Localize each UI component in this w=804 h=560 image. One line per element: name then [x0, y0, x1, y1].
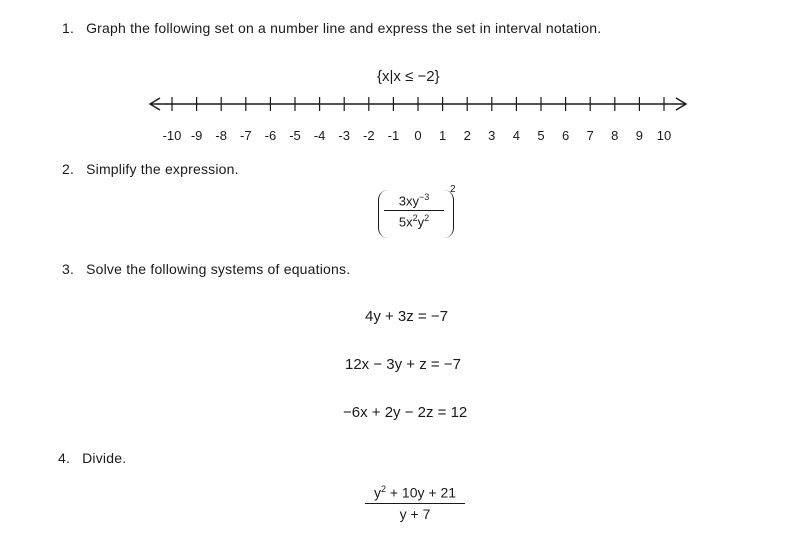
- outer-exponent: 2: [450, 184, 456, 195]
- tick-label: 0: [414, 128, 422, 143]
- question-2: [62, 161, 239, 177]
- division-denominator: y + 7: [399, 505, 431, 522]
- question-text: Graph the following set on a number line and express the set in interval notation.: [86, 20, 602, 36]
- tick-label: 10: [656, 128, 672, 143]
- tick-label: -2: [363, 128, 375, 143]
- simplify-expression: [384, 192, 444, 232]
- question-number: 3.: [62, 261, 75, 277]
- tick-label: -3: [338, 128, 350, 143]
- fraction-bar: [384, 210, 444, 211]
- tick-label: -6: [264, 128, 277, 143]
- question-1: [62, 20, 601, 36]
- division-expression: [365, 484, 465, 524]
- tick-label: 8: [611, 128, 619, 143]
- tick-label: -1: [387, 128, 400, 143]
- question-number: 4.: [58, 450, 71, 466]
- tick-label: 6: [561, 128, 570, 143]
- equation-2: 12x − 3y + z = −7: [345, 356, 461, 373]
- number-line-ticks: [150, 97, 686, 111]
- tick-label: 4: [512, 128, 521, 143]
- number-line: [140, 90, 700, 148]
- question-3: [62, 261, 350, 277]
- tick-label: 9: [635, 128, 644, 143]
- expression-numerator: $3xy^{-3}$: [398, 192, 430, 209]
- number-line-labels: [163, 128, 672, 143]
- set-notation: {x|x ≤ −2}: [377, 68, 440, 85]
- question-text: Divide.: [82, 450, 127, 466]
- tick-label: -10: [162, 128, 182, 143]
- question-4: [58, 450, 126, 466]
- equation-3: −6x + 2y − 2z = 12: [343, 404, 468, 421]
- question-text: Simplify the expression.: [86, 161, 239, 177]
- tick-label: 2: [463, 128, 471, 143]
- expression-denominator: $5x^2y^2$: [398, 213, 430, 230]
- question-number: 2.: [62, 161, 75, 177]
- tick-label: -4: [313, 128, 326, 143]
- tick-label: 3: [488, 128, 496, 143]
- tick-label: 1: [438, 128, 447, 143]
- question-text: Solve the following systems of equations.: [86, 261, 351, 277]
- tick-label: -5: [289, 128, 301, 143]
- tick-label: -8: [215, 128, 227, 143]
- equation-1: 4y + 3z = −7: [365, 308, 448, 325]
- tick-label: -7: [240, 128, 252, 143]
- question-number: 1.: [62, 20, 75, 36]
- fraction-bar: [365, 503, 465, 504]
- division-numerator: $y^2 + 10y + 21$: [373, 484, 457, 501]
- tick-label: -9: [190, 128, 203, 143]
- tick-label: 7: [586, 128, 594, 143]
- tick-label: 5: [537, 128, 545, 143]
